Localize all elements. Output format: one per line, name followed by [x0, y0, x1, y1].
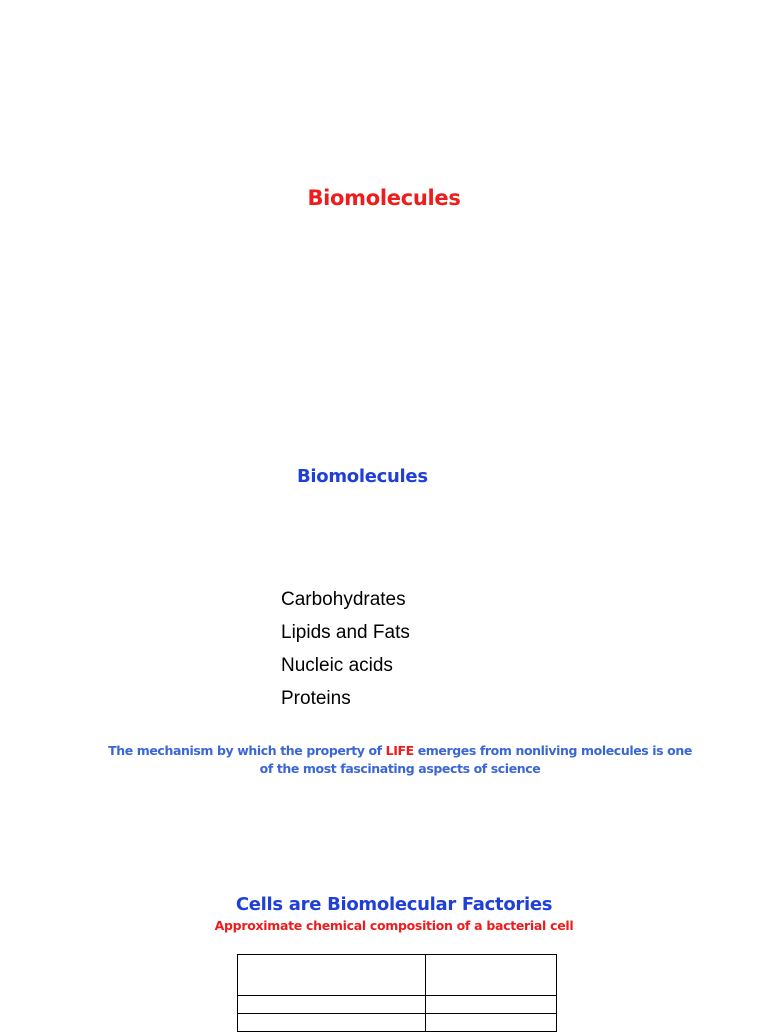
table-cell [426, 1014, 557, 1032]
life-statement [100, 742, 700, 778]
table-cell [426, 955, 557, 996]
statement-text-before: The mechanism by which the property of [108, 743, 386, 758]
list-item: Proteins [281, 688, 351, 709]
table-row [238, 1014, 557, 1032]
list-item: Carbohydrates [281, 589, 406, 610]
table-row [238, 955, 557, 996]
cells-subheading: Approximate chemical composition of a bacterial cell [214, 918, 574, 933]
list-item: Lipids and Fats [281, 622, 410, 643]
cells-heading: Cells are Biomolecular Factories [235, 894, 553, 915]
composition-table [237, 954, 557, 1032]
page-title: Biomolecules [307, 186, 461, 210]
statement-text-after: emerges from nonliving molecules is one of the most fascinating aspects of science [259, 743, 692, 776]
table-row [238, 996, 557, 1014]
table-cell [426, 996, 557, 1014]
table-cell [238, 955, 426, 996]
statement-highlight: LIFE [385, 743, 414, 758]
table-cell [238, 1014, 426, 1032]
list-item: Nucleic acids [281, 655, 393, 676]
section-heading: Biomolecules [297, 466, 428, 487]
table-cell [238, 996, 426, 1014]
biomolecule-list [281, 588, 410, 720]
